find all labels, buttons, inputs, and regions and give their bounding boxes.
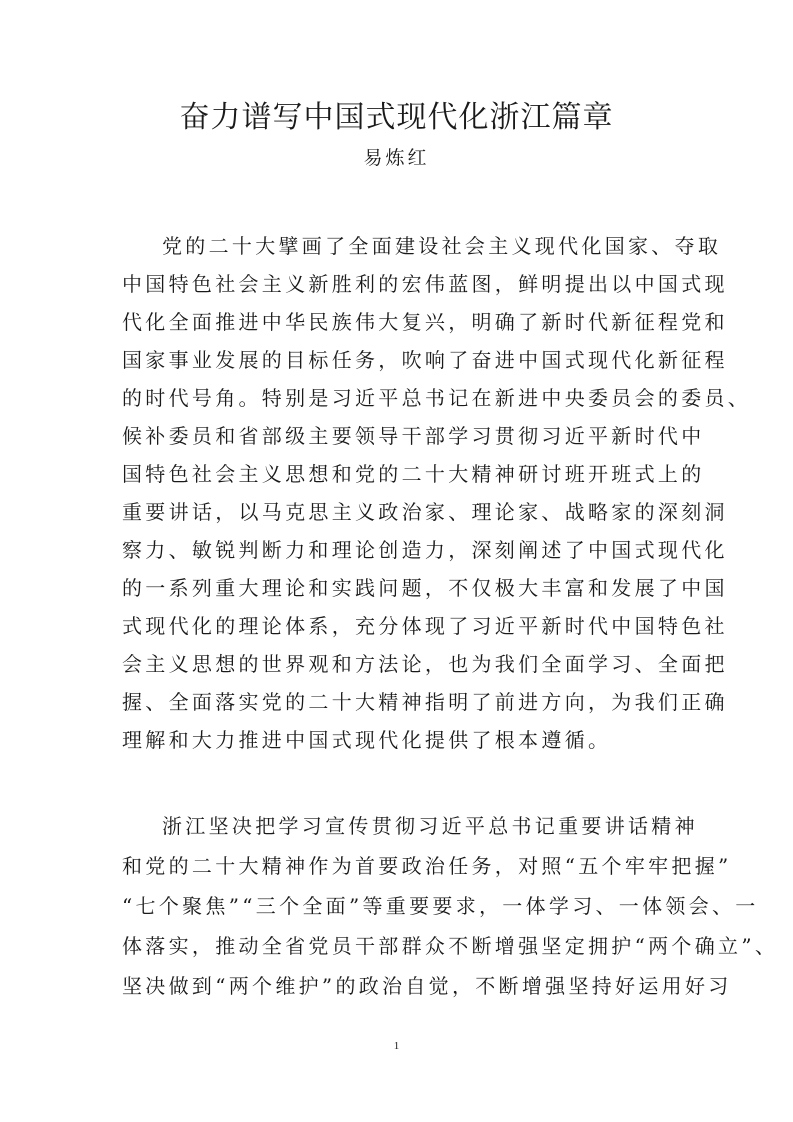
text-line: 会主义思想的世界观和方法论，也为我们全面学习、全面把 <box>122 652 728 676</box>
text-line: 握、全面落实党的二十大精神指明了前进方向，为我们正确 <box>122 690 728 714</box>
text-line: 中国特色社会主义新胜利的宏伟蓝图，鲜明提出以中国式现 <box>122 272 728 296</box>
article-author: 易炼红 <box>363 147 430 169</box>
text-line: 候补委员和省部级主要领导干部学习贯彻习近平新时代中 <box>122 424 705 448</box>
text-line: 的时代号角。特别是习近平总书记在新进中央委员会的委员、 <box>122 386 752 410</box>
text-line: “七个聚焦”“三个全面”等重要要求，一体学习、一体领会、一 <box>122 894 759 918</box>
text-line: 理解和大力推进中国式现代化提供了根本遵循。 <box>122 728 612 752</box>
page-number: 1 <box>393 1040 400 1052</box>
text-line: 国家事业发展的目标任务，吹响了奋进中国式现代化新征程 <box>122 348 728 372</box>
text-line: 的一系列重大理论和实践问题，不仅极大丰富和发展了中国 <box>122 576 728 600</box>
text-line: 重要讲话，以马克思主义政治家、理论家、战略家的深刻洞 <box>122 500 728 524</box>
text-line: 体落实，推动全省党员干部群众不断增强坚定拥护“两个确立”、 <box>122 934 779 958</box>
text-line: 和党的二十大精神作为首要政治任务，对照“五个牢牢把握” <box>122 854 732 878</box>
text-line: 察力、敏锐判断力和理论创造力，深刻阐述了中国式现代化 <box>122 538 728 562</box>
text-line: 国特色社会主义思想和党的二十大精神研讨班开班式上的 <box>122 462 705 486</box>
article-title: 奋力谱写中国式现代化浙江篇章 <box>179 100 614 135</box>
text-line: 式现代化的理论体系，充分体现了习近平新时代中国特色社 <box>122 614 728 638</box>
text-line: 代化全面推进中华民族伟大复兴，明确了新时代新征程党和 <box>122 310 728 334</box>
text-line: 党的二十大擘画了全面建设社会主义现代化国家、夺取 <box>162 234 722 258</box>
text-line: 坚决做到“两个维护”的政治自觉，不断增强坚持好运用好习 <box>122 974 732 998</box>
text-line: 浙江坚决把学习宣传贯彻习近平总书记重要讲话精神 <box>162 814 698 838</box>
